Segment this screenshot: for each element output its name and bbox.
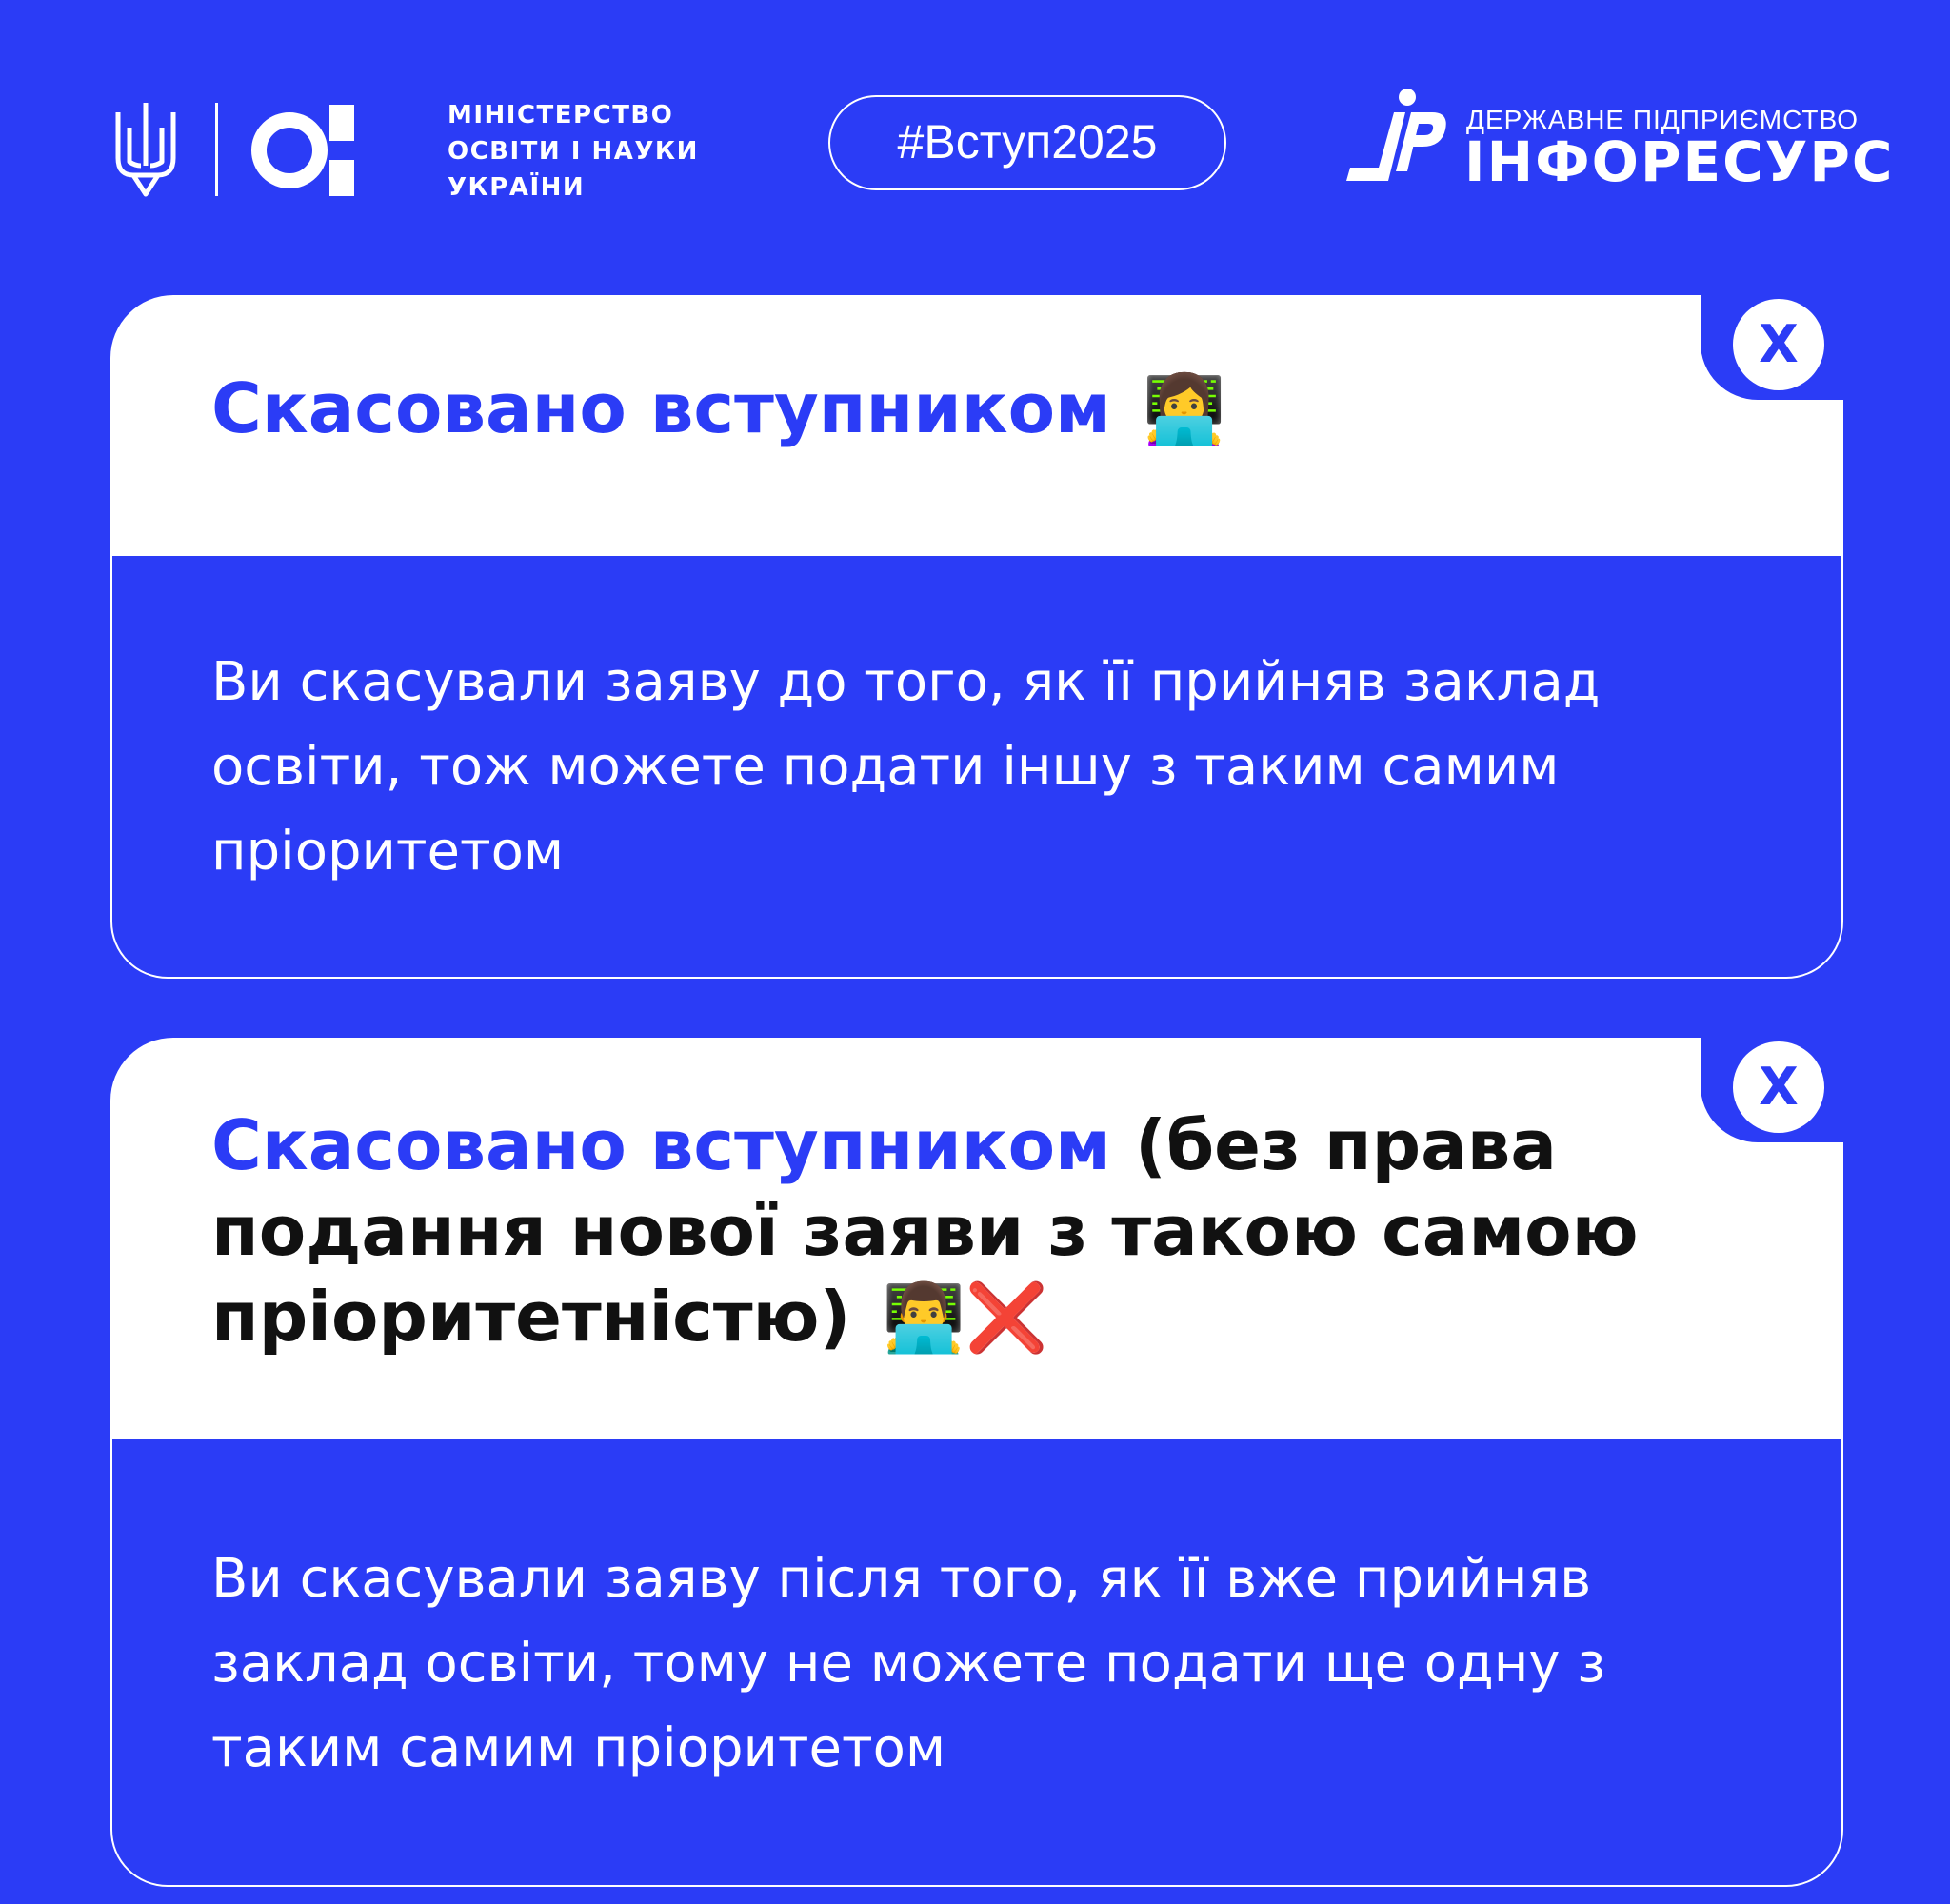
enterprise-subtitle: ДЕРЖАВНЕ ПІДПРИЄМСТВО — [1466, 105, 1860, 134]
card-description: Ви скасували заяву до того, як її прийняв заклад освіти, тож можете подати іншу з таким самим пріоритетом — [211, 651, 1601, 883]
enterprise-name: ІНФОРЕСУРС — [1464, 129, 1895, 194]
hashtag-badge: #Вступ2025 — [828, 95, 1226, 190]
moe-logo-icon — [251, 101, 354, 200]
inforesurs-logo-icon — [1344, 86, 1449, 185]
close-button[interactable]: X — [1733, 299, 1824, 390]
header — [0, 0, 1950, 248]
card-title-accent: Скасовано вступником — [211, 1105, 1111, 1185]
card-title-accent: Скасовано вступником — [211, 368, 1111, 448]
card-title — [211, 366, 1754, 452]
card-title-rest: (без права подання нової заяви з такою самою пріоритетністю) — [211, 1105, 1639, 1357]
ministry-line-1: МІНІСТЕРСТВО — [448, 101, 674, 129]
header-divider — [215, 103, 218, 196]
card-description: Ви скасували заяву після того, як її вже прийняв заклад освіти, тому не можете подати ще одну з таким самим пріоритетом — [211, 1548, 1606, 1779]
card-title — [211, 1102, 1754, 1360]
close-button[interactable]: X — [1733, 1041, 1824, 1133]
ministry-line-3: УКРАЇНИ — [448, 173, 586, 202]
ministry-line-2: ОСВІТИ І НАУКИ — [448, 137, 699, 166]
status-card-cancelled — [110, 295, 1843, 979]
woman-technologist-icon: 👩‍💻 — [1142, 370, 1226, 448]
status-card-cancelled-no-resubmit — [110, 1038, 1843, 1887]
trident-icon — [112, 99, 179, 202]
ministry-name — [448, 97, 699, 206]
man-technologist-cross-icon: 👨‍💻❌ — [882, 1279, 1048, 1357]
